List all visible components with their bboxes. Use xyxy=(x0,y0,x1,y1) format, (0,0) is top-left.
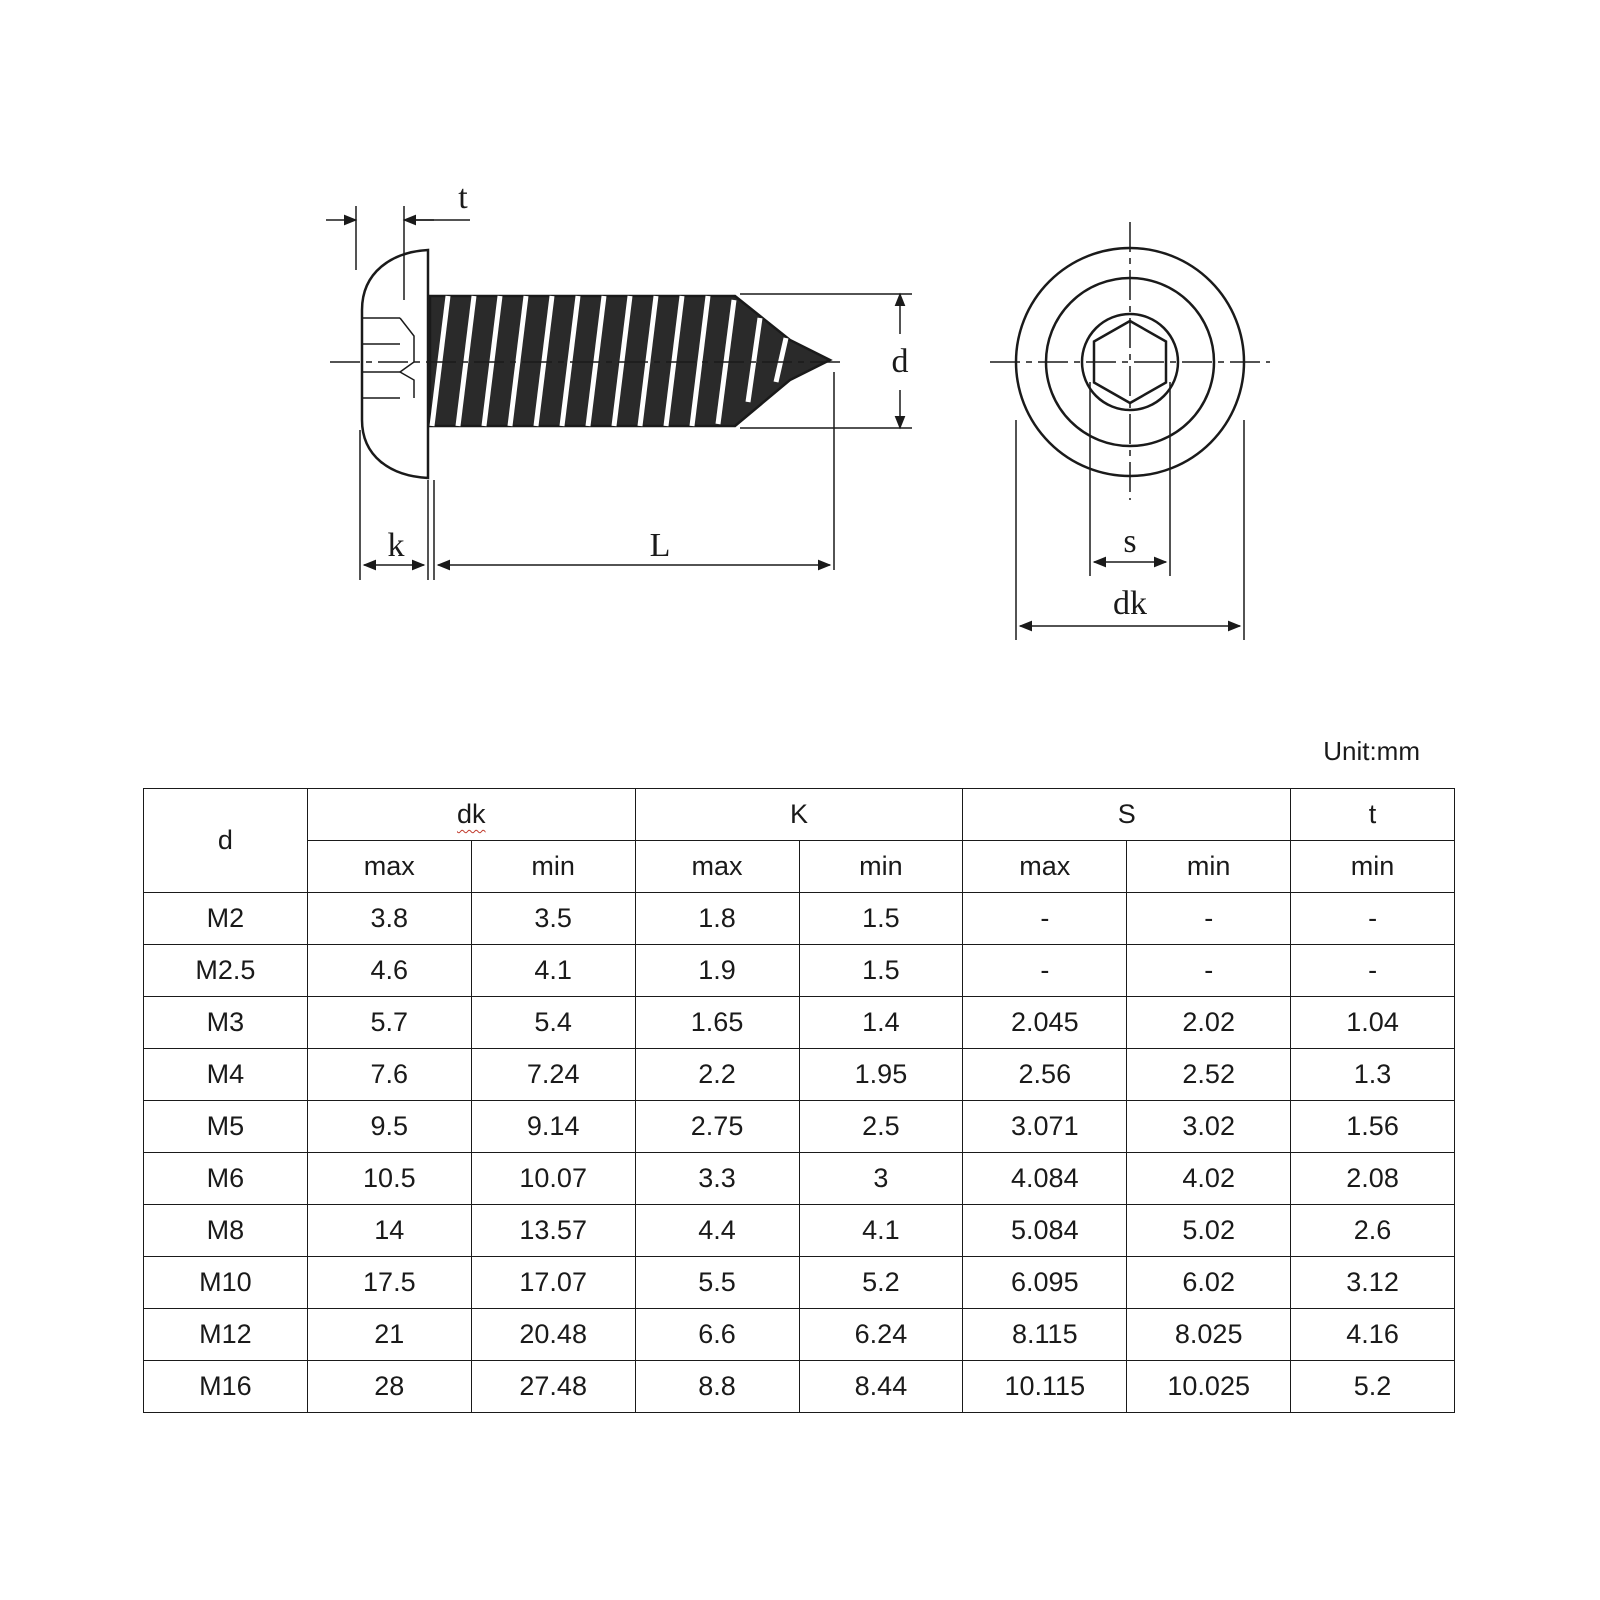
table-row xyxy=(144,1101,1455,1153)
cell-dk-min: 27.48 xyxy=(471,1361,635,1413)
cell-dk-max: 17.5 xyxy=(307,1257,471,1309)
header-t-min: min xyxy=(1291,841,1455,893)
header-row-groups xyxy=(144,789,1455,841)
cell-size: M2 xyxy=(144,893,308,945)
cell-s-max: 4.084 xyxy=(963,1153,1127,1205)
cell-dk-min: 9.14 xyxy=(471,1101,635,1153)
cell-dk-min: 13.57 xyxy=(471,1205,635,1257)
cell-size: M4 xyxy=(144,1049,308,1101)
header-s-max: max xyxy=(963,841,1127,893)
header-d: d xyxy=(144,789,308,893)
header-k-min: min xyxy=(799,841,963,893)
table-row xyxy=(144,1205,1455,1257)
cell-t-min: 2.08 xyxy=(1291,1153,1455,1205)
cell-k-min: 1.5 xyxy=(799,893,963,945)
cell-t-min: - xyxy=(1291,945,1455,997)
cell-t-min: 1.04 xyxy=(1291,997,1455,1049)
cell-dk-max: 4.6 xyxy=(307,945,471,997)
cell-size: M2.5 xyxy=(144,945,308,997)
dim-label-d: d xyxy=(891,343,909,380)
cell-s-max: 8.115 xyxy=(963,1309,1127,1361)
cell-size: M10 xyxy=(144,1257,308,1309)
cell-t-min: 1.3 xyxy=(1291,1049,1455,1101)
cell-dk-max: 10.5 xyxy=(307,1153,471,1205)
table-row xyxy=(144,945,1455,997)
button-head-outline xyxy=(362,250,428,478)
cell-dk-max: 28 xyxy=(307,1361,471,1413)
header-s-min: min xyxy=(1127,841,1291,893)
cell-size: M12 xyxy=(144,1309,308,1361)
cell-s-max: 6.095 xyxy=(963,1257,1127,1309)
cell-dk-max: 21 xyxy=(307,1309,471,1361)
header-group-dk xyxy=(307,789,635,841)
cell-dk-min: 4.1 xyxy=(471,945,635,997)
cell-s-min: 6.02 xyxy=(1127,1257,1291,1309)
cell-dk-max: 7.6 xyxy=(307,1049,471,1101)
dim-label-s: s xyxy=(1123,523,1137,560)
cell-s-max: 2.56 xyxy=(963,1049,1127,1101)
cell-k-max: 3.3 xyxy=(635,1153,799,1205)
cell-dk-max: 9.5 xyxy=(307,1101,471,1153)
cell-dk-min: 17.07 xyxy=(471,1257,635,1309)
cell-dk-min: 10.07 xyxy=(471,1153,635,1205)
spec-table xyxy=(143,788,1455,1413)
cell-s-max: 5.084 xyxy=(963,1205,1127,1257)
cell-t-min: 5.2 xyxy=(1291,1361,1455,1413)
header-k-max: max xyxy=(635,841,799,893)
cell-size: M8 xyxy=(144,1205,308,1257)
side-view xyxy=(326,206,912,580)
cell-k-min: 2.5 xyxy=(799,1101,963,1153)
dim-label-k: k xyxy=(387,527,405,564)
cell-k-min: 1.4 xyxy=(799,997,963,1049)
table-row xyxy=(144,997,1455,1049)
cell-size: M16 xyxy=(144,1361,308,1413)
cell-t-min: - xyxy=(1291,893,1455,945)
cell-size: M5 xyxy=(144,1101,308,1153)
cell-dk-max: 3.8 xyxy=(307,893,471,945)
cell-k-min: 3 xyxy=(799,1153,963,1205)
cell-s-max: - xyxy=(963,893,1127,945)
cell-s-max: 2.045 xyxy=(963,997,1127,1049)
cell-k-max: 2.2 xyxy=(635,1049,799,1101)
cell-dk-min: 5.4 xyxy=(471,997,635,1049)
table-row xyxy=(144,1309,1455,1361)
cell-s-max: 3.071 xyxy=(963,1101,1127,1153)
cell-k-max: 1.8 xyxy=(635,893,799,945)
cell-s-min: 2.52 xyxy=(1127,1049,1291,1101)
cell-dk-min: 7.24 xyxy=(471,1049,635,1101)
cell-size: M6 xyxy=(144,1153,308,1205)
cell-s-min: 2.02 xyxy=(1127,997,1291,1049)
cell-s-min: 8.025 xyxy=(1127,1309,1291,1361)
cell-k-min: 1.95 xyxy=(799,1049,963,1101)
cell-k-max: 2.75 xyxy=(635,1101,799,1153)
cell-k-min: 4.1 xyxy=(799,1205,963,1257)
cell-k-max: 1.9 xyxy=(635,945,799,997)
dim-label-t: t xyxy=(458,179,468,216)
cell-size: M3 xyxy=(144,997,308,1049)
screw-technical-drawing xyxy=(0,0,1600,700)
table-row xyxy=(144,1361,1455,1413)
threaded-shank xyxy=(430,296,830,426)
cell-s-min: 4.02 xyxy=(1127,1153,1291,1205)
end-view-centerlines xyxy=(990,222,1270,500)
cell-k-min: 6.24 xyxy=(799,1309,963,1361)
cell-s-min: 3.02 xyxy=(1127,1101,1291,1153)
cell-t-min: 3.12 xyxy=(1291,1257,1455,1309)
dim-label-L: L xyxy=(649,527,671,564)
cell-k-min: 1.5 xyxy=(799,945,963,997)
unit-label: Unit:mm xyxy=(1323,736,1420,766)
cell-dk-min: 20.48 xyxy=(471,1309,635,1361)
table-row xyxy=(144,1153,1455,1205)
cell-s-min: 5.02 xyxy=(1127,1205,1291,1257)
header-row-subs xyxy=(144,841,1455,893)
cell-s-min: - xyxy=(1127,945,1291,997)
cell-k-max: 1.65 xyxy=(635,997,799,1049)
cell-k-min: 5.2 xyxy=(799,1257,963,1309)
cell-s-max: 10.115 xyxy=(963,1361,1127,1413)
cell-dk-max: 5.7 xyxy=(307,997,471,1049)
cell-k-max: 8.8 xyxy=(635,1361,799,1413)
cell-k-max: 4.4 xyxy=(635,1205,799,1257)
cell-k-min: 8.44 xyxy=(799,1361,963,1413)
header-dk-min: min xyxy=(471,841,635,893)
cell-dk-min: 3.5 xyxy=(471,893,635,945)
header-group-t: t xyxy=(1291,789,1455,841)
cell-k-max: 6.6 xyxy=(635,1309,799,1361)
cell-t-min: 1.56 xyxy=(1291,1101,1455,1153)
table-row xyxy=(144,1049,1455,1101)
cell-t-min: 4.16 xyxy=(1291,1309,1455,1361)
cell-s-max: - xyxy=(963,945,1127,997)
header-group-dk-label: dk xyxy=(456,799,486,829)
cell-s-min: 10.025 xyxy=(1127,1361,1291,1413)
table-row xyxy=(144,893,1455,945)
cell-t-min: 2.6 xyxy=(1291,1205,1455,1257)
header-group-k: K xyxy=(635,789,963,841)
cell-dk-max: 14 xyxy=(307,1205,471,1257)
spec-table-body xyxy=(144,893,1455,1413)
cell-s-min: - xyxy=(1127,893,1291,945)
dim-label-dk: dk xyxy=(1113,585,1147,622)
cell-k-max: 5.5 xyxy=(635,1257,799,1309)
table-row xyxy=(144,1257,1455,1309)
header-group-s: S xyxy=(963,789,1291,841)
header-dk-max: max xyxy=(307,841,471,893)
end-view xyxy=(990,222,1270,640)
